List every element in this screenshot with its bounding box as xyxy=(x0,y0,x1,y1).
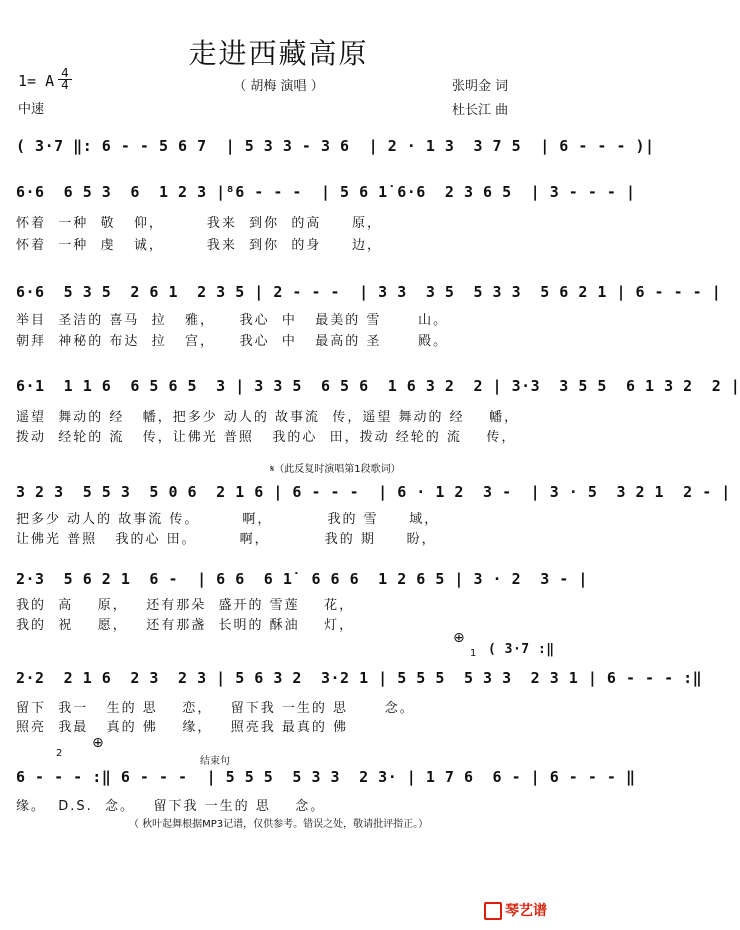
score-line-6: 2·2 2 1 6 2 3 2 3 | 5 6 3 2 3·2 1 | 5 5 5 5 3 3 2 3 1 | 6 - - - :‖ xyxy=(16,669,703,687)
lyric-line-7a: 缘。 D.S. 念。 留下我 一生的 思 念。 xyxy=(16,799,326,814)
volta-1-phrase: ( 3·7 :‖ xyxy=(488,642,555,657)
site-logo[interactable] xyxy=(484,900,547,920)
lyricist-credit: 张明金 词 xyxy=(452,79,509,94)
score-line-0: ( 3·7 ‖: 6 - - 5 6 7 | 5 3 3 - 3 6 | 2 · 1 3 3 7 5 | 6 - - - )| xyxy=(16,137,655,155)
song-title: 走进西藏高原 xyxy=(188,37,369,70)
lyric-line-2b: 朝拜 神秘的 布达 拉 宫， 我心 中 最高的 圣 殿。 xyxy=(16,334,449,349)
lyric-line-5a: 我的 高 原， 还有那朵 盛开的 雪莲 花， xyxy=(16,598,355,613)
lyric-line-3a: 遥望 舞动的 经 幡，把多少 动人的 故事流 传，遥望 舞动的 经 幡， xyxy=(16,410,520,425)
volta-1-label: 1 xyxy=(470,648,477,659)
score-line-1: 6·6 6 5 3 6 1 2 3 |⁸6 - - - | 5 6 1̇ 6·6 2 3 6 5 | 3 - - - | xyxy=(16,183,636,201)
singer-credit: （ 胡梅 演唱 ） xyxy=(233,79,324,94)
time-signature-bottom: 4 xyxy=(58,79,72,91)
time-signature-top: 4 xyxy=(61,66,69,80)
segno-note: 𝄋（此反复时演唱第1段歌词） xyxy=(270,464,401,475)
ending-label: 结束句 xyxy=(200,756,230,767)
tempo-marking: 中速 xyxy=(18,102,45,117)
transcription-note: （ 秋叶起舞根据MP3记谱，仅供参考。错误之处，敬请批评指正。） xyxy=(128,819,429,830)
lyric-line-6a: 留下 我一 生的 思 恋， 留下我 一生的 思 念。 xyxy=(16,701,415,716)
lyric-line-4a: 把多少 动人的 故事流 传。 啊， 我的 雪 域， xyxy=(16,512,440,527)
score-line-2: 6·6 5 3 5 2 6 1 2 3 5 | 2 - - - | 3 3 3 5 5 3 3 5 6 2 1 | 6 - - - | xyxy=(16,283,722,301)
logo-text: 琴艺谱 xyxy=(505,903,547,919)
composer-credit: 杜长江 曲 xyxy=(452,103,509,118)
coda-mark: ⊕ xyxy=(453,630,465,646)
volta-2-label: 2 xyxy=(56,748,63,759)
lyric-line-5b: 我的 祝 愿， 还有那盏 长明的 酥油 灯， xyxy=(16,618,355,633)
lyric-line-4b: 让佛光 普照 我的心 田。 啊， 我的 期 盼， xyxy=(16,532,437,547)
lyric-line-2a: 举目 圣洁的 喜马 拉 雅， 我心 中 最美的 雪 山。 xyxy=(16,313,449,328)
time-signature xyxy=(58,68,72,91)
score-line-3: 6·1 1 1 6 6 5 6 5 3 | 3 3 5 6 5 6 1 6 3 2 2 | 3·3 3 5 5 6 1 3 2 2 | xyxy=(16,377,740,395)
score-line-5: 2·3 5 6 2 1 6 - | 6 6 6 1̇ 6 6 6 1 2 6 5 | 3 · 2 3 - | xyxy=(16,570,588,588)
lyric-line-1a: 怀着 一种 敬 仰， 我来 到你 的高 原， xyxy=(16,216,383,231)
score-line-7: 6 - - - :‖ 6 - - - | 5 5 5 5 3 3 2 3· | 1 7 6 6 - | 6 - - - ‖ xyxy=(16,768,636,786)
lyric-line-1b: 怀着 一种 虔 诚， 我来 到你 的身 边， xyxy=(16,238,383,253)
logo-icon xyxy=(484,902,502,920)
lyric-line-6b: 照亮 我最 真的 佛 缘， 照亮我 最真的 佛 xyxy=(16,720,348,735)
key-signature: 1= A xyxy=(18,72,55,90)
lyric-line-3b: 拨动 经轮的 流 传，让佛光 普照 我的心 田，拨动 经轮的 流 传， xyxy=(16,430,517,445)
score-line-4: 3 2 3 5 5 3 5 0 6 2 1 6 | 6 - - - | 6 · 1 2 3 - | 3 · 5 3 2 1 2 - | xyxy=(16,483,731,501)
coda-mark-2: ⊕ xyxy=(92,735,104,751)
